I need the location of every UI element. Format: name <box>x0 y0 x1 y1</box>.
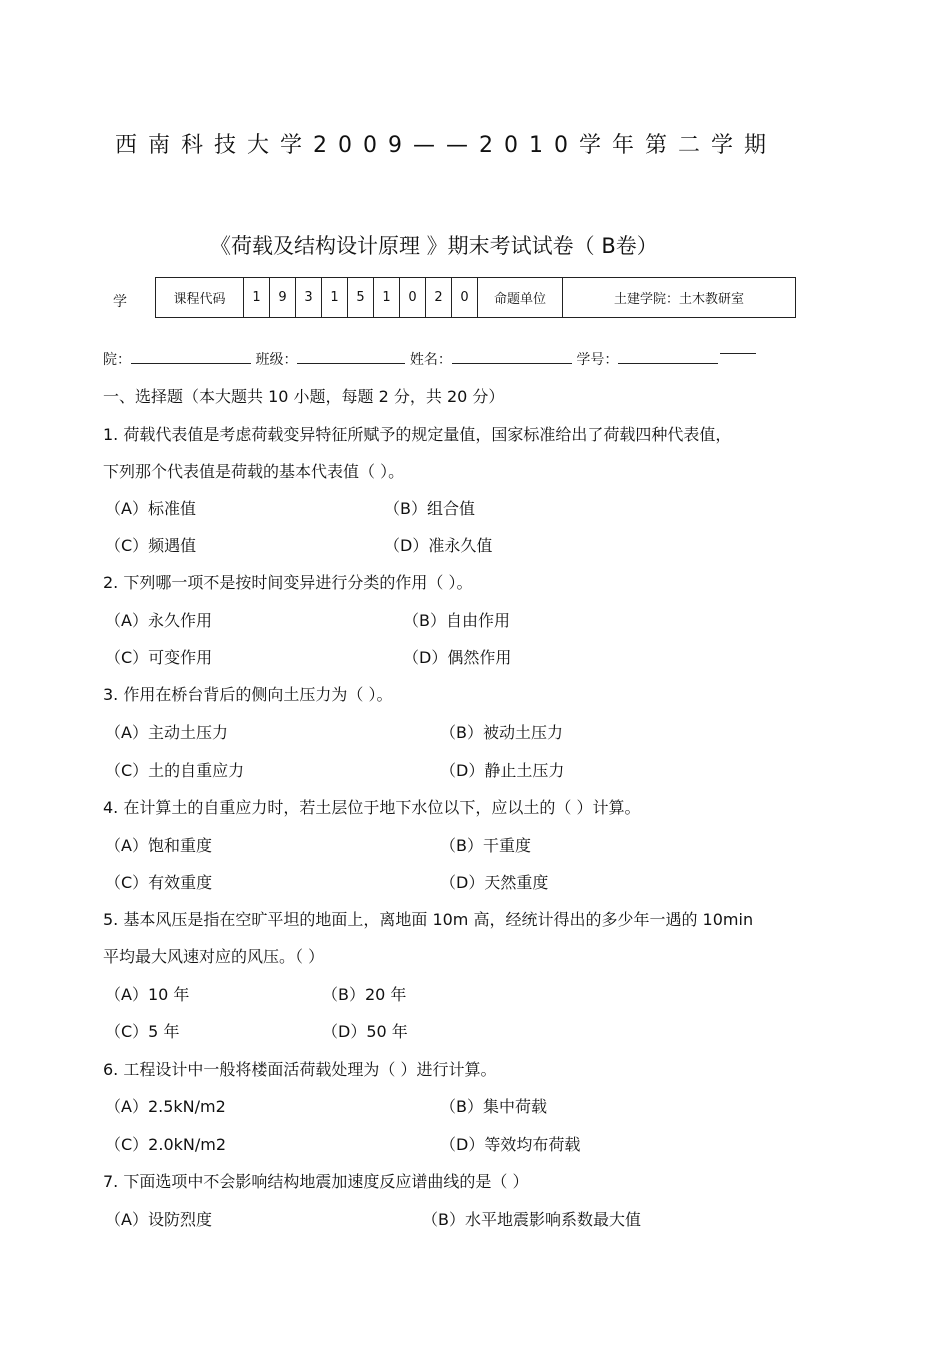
question-6-line-1: 6. 工程设计中一般将楼面活荷载处理为（ ）进行计算。 <box>103 1060 497 1079</box>
unit-value: 土建学院：土木教研室 <box>563 278 796 318</box>
question-2-option-c[interactable]: （C）可变作用 <box>105 648 213 667</box>
question-1-option-d[interactable]: （D）准永久值 <box>384 536 493 555</box>
question-5-line-2: 平均最大风速对应的风压。（ ） <box>103 947 325 966</box>
id-blank[interactable] <box>618 351 718 364</box>
side-label: 学 <box>113 294 127 310</box>
college-blank[interactable] <box>131 351 251 364</box>
name-label: 姓名： <box>409 352 452 368</box>
question-5-option-d[interactable]: （D）50 年 <box>322 1022 408 1041</box>
exam-title-line2: 《荷载及结构设计原理 》期末考试试卷（ B卷） <box>210 234 658 258</box>
question-2-option-b[interactable]: （B）自由作用 <box>403 611 510 630</box>
course-code-digit: 2 <box>426 278 452 318</box>
student-info-line <box>103 349 718 369</box>
question-7-option-a[interactable]: （A）设防烈度 <box>105 1210 212 1229</box>
course-code-digit: 5 <box>348 278 374 318</box>
college-label: 院： <box>103 352 131 368</box>
unit-label: 命题单位 <box>478 278 563 318</box>
question-2-option-d[interactable]: （D）偶然作用 <box>403 648 512 667</box>
course-code-digit: 0 <box>400 278 426 318</box>
section-heading: 一、选择题（本大题共 10 小题，每题 2 分，共 20 分） <box>103 387 505 406</box>
course-code-digit: 9 <box>270 278 296 318</box>
question-6-option-a[interactable]: （A）2.5kN/m2 <box>105 1097 226 1116</box>
question-7-line-1: 7. 下面选项中不会影响结构地震加速度反应谱曲线的是（ ） <box>103 1172 529 1191</box>
course-info-table <box>155 277 796 318</box>
question-6-option-d[interactable]: （D）等效均布荷载 <box>440 1135 581 1154</box>
question-1-option-c[interactable]: （C）频遇值 <box>105 536 197 555</box>
question-6-option-b[interactable]: （B）集中荷载 <box>440 1097 547 1116</box>
question-5-option-a[interactable]: （A）10 年 <box>105 985 190 1004</box>
question-2-option-a[interactable]: （A）永久作用 <box>105 611 212 630</box>
course-code-digit: 0 <box>452 278 478 318</box>
question-4-option-d[interactable]: （D）天然重度 <box>440 873 549 892</box>
course-code-digit: 1 <box>244 278 270 318</box>
course-code-digit: 1 <box>374 278 400 318</box>
question-4-line-1: 4. 在计算土的自重应力时，若土层位于地下水位以下，应以土的（ ）计算。 <box>103 798 641 817</box>
question-2-line-1: 2. 下列哪一项不是按时间变异进行分类的作用（ ）。 <box>103 573 473 592</box>
question-7-option-b[interactable]: （B）水平地震影响系数最大值 <box>422 1210 641 1229</box>
question-3-option-a[interactable]: （A）主动土压力 <box>105 723 228 742</box>
question-6-option-c[interactable]: （C）2.0kN/m2 <box>105 1135 227 1154</box>
class-label: 班级： <box>255 352 298 368</box>
class-blank[interactable] <box>297 351 405 364</box>
question-1-option-a[interactable]: （A）标准值 <box>105 499 196 518</box>
question-3-option-d[interactable]: （D）静止土压力 <box>440 761 565 780</box>
course-code-digit: 3 <box>296 278 322 318</box>
question-5-option-c[interactable]: （C）5 年 <box>105 1022 180 1041</box>
question-3-line-1: 3. 作用在桥台背后的侧向土压力为（ ）。 <box>103 685 393 704</box>
course-code-label: 课程代码 <box>156 278 244 318</box>
question-4-option-c[interactable]: （C）有效重度 <box>105 873 213 892</box>
trailing-rule <box>720 353 756 354</box>
exam-title-line1: 西南科技大学2009——2010学年第二学期 <box>115 133 777 158</box>
question-5-option-b[interactable]: （B）20 年 <box>322 985 407 1004</box>
question-3-option-b[interactable]: （B）被动土压力 <box>440 723 563 742</box>
question-3-option-c[interactable]: （C）土的自重应力 <box>105 761 245 780</box>
question-1-line-1: 1. 荷载代表值是考虑荷载变异特征所赋予的规定量值，国家标准给出了荷载四种代表值， <box>103 425 732 444</box>
id-label: 学号： <box>576 352 619 368</box>
question-4-option-b[interactable]: （B）干重度 <box>440 836 531 855</box>
course-code-digit: 1 <box>322 278 348 318</box>
question-4-option-a[interactable]: （A）饱和重度 <box>105 836 212 855</box>
question-1-line-2: 下列那个代表值是荷载的基本代表值（ ）。 <box>103 462 405 481</box>
name-blank[interactable] <box>452 351 572 364</box>
question-1-option-b[interactable]: （B）组合值 <box>384 499 475 518</box>
question-5-line-1: 5. 基本风压是指在空旷平坦的地面上，离地面 10m 高，经统计得出的多少年一遇的 10min <box>103 910 754 929</box>
